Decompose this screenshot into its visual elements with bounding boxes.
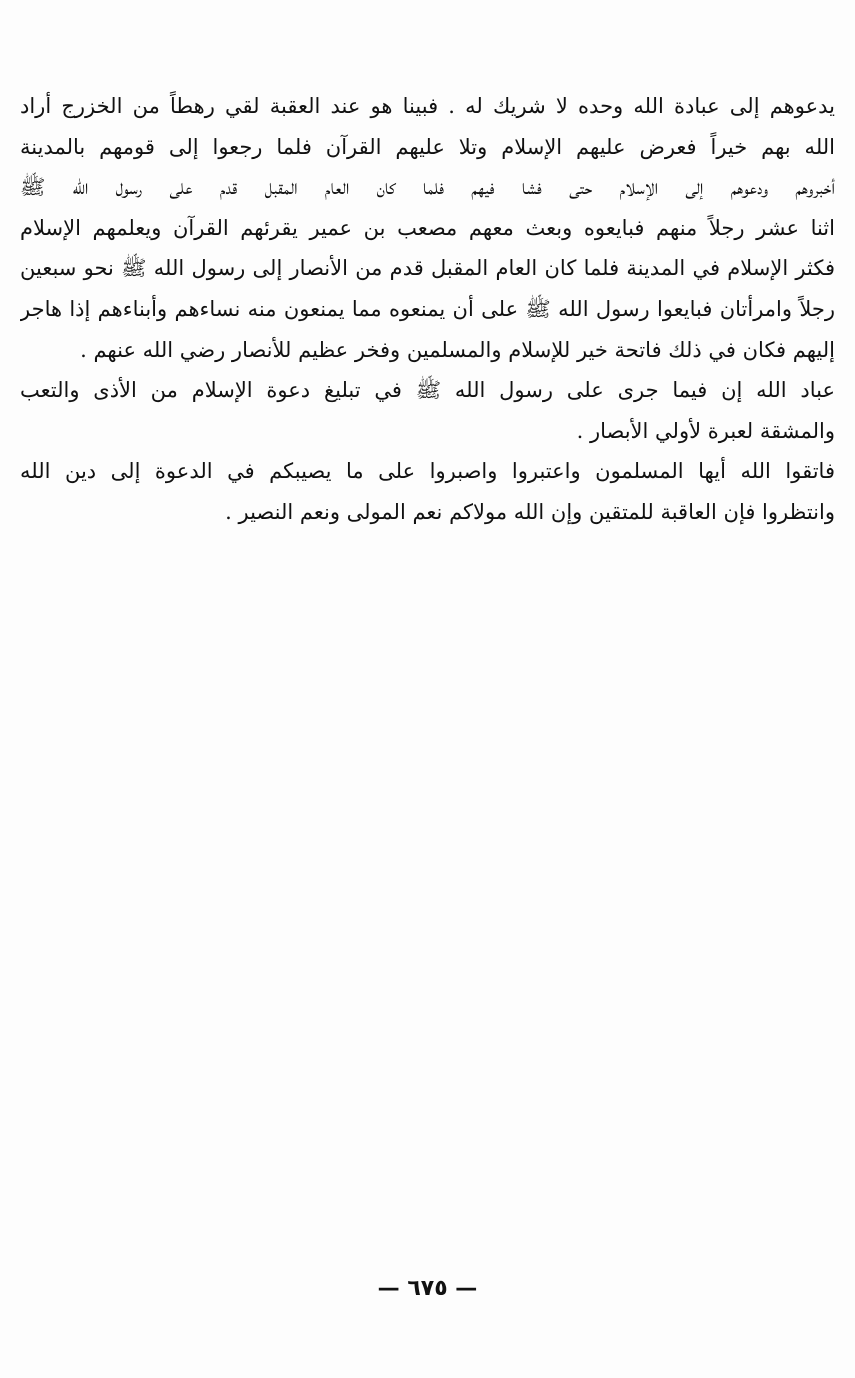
paragraph-3 — [20, 451, 835, 532]
text-line: يدعوهم إلى عبادة الله وحده لا شريك له . فبينا هو عند العقبة لقي رهطاً من الخزرج أراد — [20, 94, 835, 118]
page-number: — ٦٧٥ — — [377, 1276, 478, 1301]
paragraph-1 — [20, 86, 835, 370]
text-line: وانتظروا فإن العاقبة للمتقين وإن الله مولاكم نعم المولى ونعم النصير . — [225, 499, 835, 524]
body-text — [20, 86, 835, 533]
text-line: رجلاً وامرأتان فبايعوا رسول الله ﷺ على أن يمنعوه مما يمنعون منه نساءهم وأبناءهم إذا هاجر — [20, 296, 835, 321]
text-line: إليهم فكان في ذلك فاتحة خير للإسلام والمسلمين وفخر عظيم للأنصار رضي الله عنهم . — [80, 337, 835, 362]
text-line: أخبروهم ودعوهم إلى الإسلام حتى فشا فيهم فلما كان العام المقبل قدم على رسول الله ﷺ — [20, 175, 835, 200]
text-line: عباد الله إن فيما جرى على رسول الله ﷺ في تبليغ دعوة الإسلام من الأذى والتعب — [20, 378, 835, 403]
text-line: فكثر الإسلام في المدينة فلما كان العام المقبل قدم من الأنصار إلى رسول الله ﷺ نحو سبعين — [20, 256, 835, 281]
text-line: الله بهم خيراً فعرض عليهم الإسلام وتلا عليهم القرآن فلما رجعوا إلى قومهم بالمدينة — [20, 134, 835, 159]
text-line: اثنا عشر رجلاً منهم فبايعوه وبعث معهم مصعب بن عمير يقرئهم القرآن ويعلمهم الإسلام — [20, 215, 835, 240]
text-line: فاتقوا الله أيها المسلمون واعتبروا واصبروا على ما يصيبكم في الدعوة إلى دين الله — [20, 459, 835, 484]
paragraph-2 — [20, 370, 835, 451]
text-line: والمشقة لعبرة لأولي الأبصار . — [576, 418, 835, 443]
